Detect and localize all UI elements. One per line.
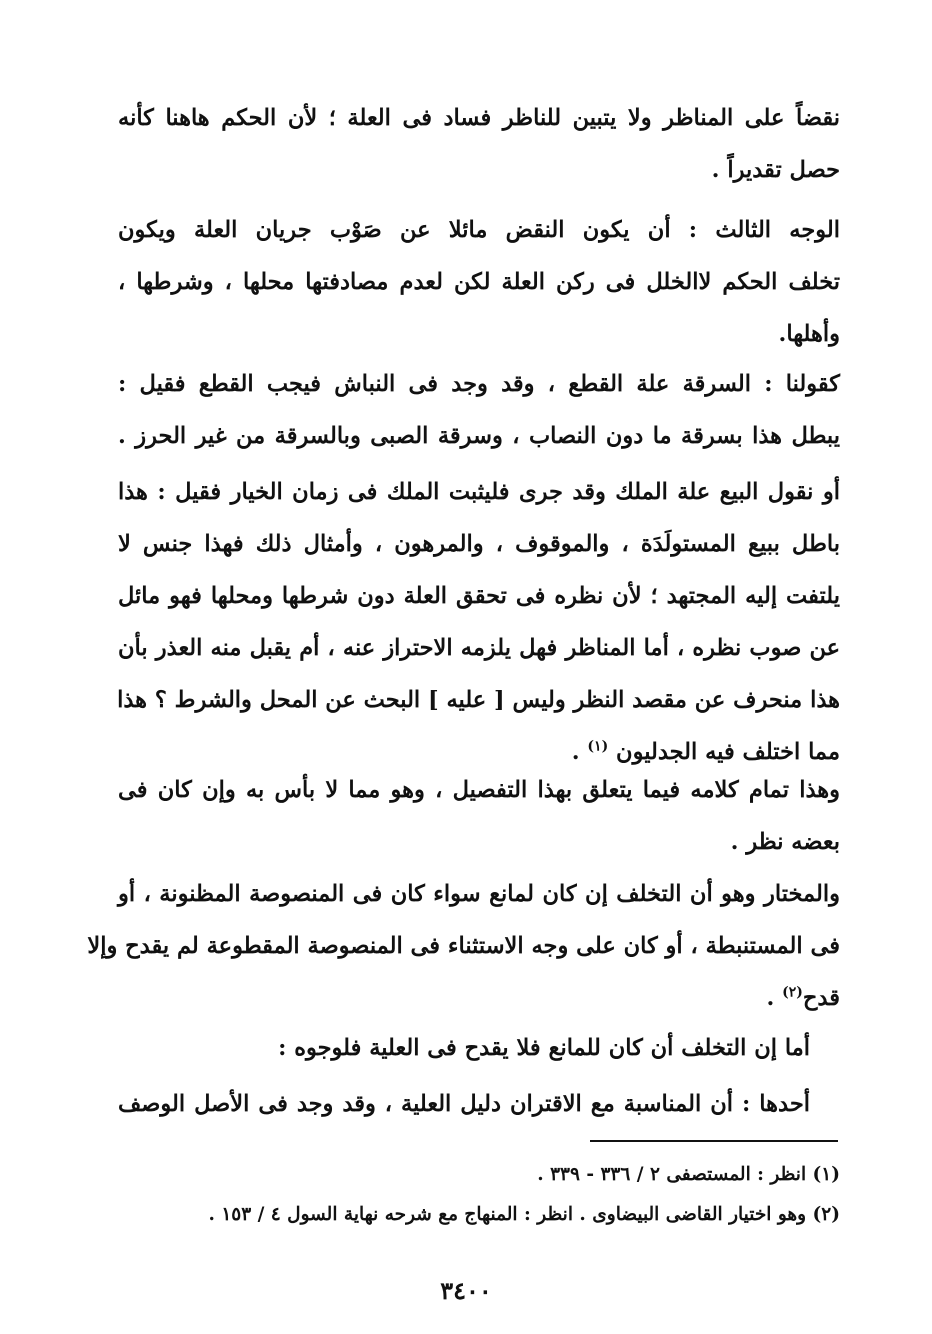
text-fragment: قدح xyxy=(802,985,840,1011)
text-line: تخلف الحكم لاالخلل فى ركن العلة لكن لعدم مصادفتها محلها ، وشرطها ، xyxy=(118,269,840,295)
text-line: وأهلها. xyxy=(778,321,840,347)
text-line: والمختار وهو أن التخلف إن كان لمانع سواء كان فى المنصوصة المظنونة ، أو xyxy=(118,881,840,907)
text-line: أحدها : أن المناسبة مع الاقتران دليل العلية ، وقد وجد فى الأصل الوصف xyxy=(118,1091,810,1117)
footnote-1: (١) انظر : المستصفى ٢ / ٣٣٦ - ٣٣٩ . xyxy=(537,1164,840,1185)
text-line: كقولنا : السرقة علة القطع ، وقد وجد فى النباش فيجب القطع فقيل : xyxy=(118,371,840,397)
text-line: نقضاً على المناظر ولا يتبين للناظر فساد فى العلة ؛ لأن الحكم هاهنا كأنه xyxy=(118,105,840,131)
footnote-separator xyxy=(590,1140,838,1142)
paragraph-5 xyxy=(118,764,840,868)
period: . xyxy=(571,739,588,765)
text-line: أما إن التخلف أن كان للمانع فلا يقدح فى العلية فلوجوه : xyxy=(278,1035,810,1061)
page-number: ٣٤٠٠ xyxy=(440,1276,492,1305)
paragraph-6 xyxy=(87,868,840,1024)
paragraph-3 xyxy=(118,358,840,462)
paragraph-8 xyxy=(118,1078,840,1130)
text-line: حصل تقديراً . xyxy=(711,157,840,183)
text-line xyxy=(118,972,840,1024)
footnotes xyxy=(118,1155,840,1235)
text-line: بعضه نظر . xyxy=(730,829,840,855)
text-line: يلتفت إليه المجتهد ؛ لأن نظره فى تحقق العلة دون شرطها ومحلها فهو مائل xyxy=(118,583,840,609)
paragraph-4 xyxy=(118,466,840,778)
text-line: فى المستنبطة ، أو كان على وجه الاستثناء فى المنصوصة المقطوعة لم يقدح وإلا xyxy=(87,933,840,959)
period: . xyxy=(766,985,783,1011)
text-line: باطل ببيع المستولَدَة ، والموقوف ، والمرهون ، وأمثال ذلك فهذا جنس لا xyxy=(118,531,840,557)
footnote-2: (٢) وهو اختيار القاضى البيضاوى . انظر : المنهاج مع شرحه نهاية السول ٤ / ١٥٣ . xyxy=(208,1204,840,1225)
text-line: هذا منحرف عن مقصد النظر وليس [ عليه ] البحث عن المحل والشرط ؟ هذا xyxy=(117,687,840,713)
paragraph-1 xyxy=(118,92,840,196)
footnote-ref: (٢) xyxy=(782,984,803,1001)
paragraph-2 xyxy=(118,204,840,360)
text-line: عن صوب نظره ، أما المناظر فهل يلزمه الاحتراز عنه ، أم يقبل منه العذر بأن xyxy=(118,635,840,661)
text-line: الوجه الثالث : أن يكون النقض مائلا عن صَوْب جريان العلة ويكون xyxy=(118,217,840,243)
text-line: أو نقول البيع علة الملك وقد جرى فليثبت الملك فى زمان الخيار فقيل : هذا xyxy=(118,479,840,505)
footnote-ref: (١) xyxy=(587,738,609,755)
text-line: وهذا تمام كلامه فيما يتعلق بهذا التفصيل ، وهو مما لا بأس به وإن كان فى xyxy=(118,777,840,803)
paragraph-7 xyxy=(118,1022,840,1074)
text-line: يبطل هذا بسرقة ما دون النصاب ، وسرقة الصبى وبالسرقة من غير الحرز . xyxy=(118,423,840,449)
text-fragment: مما اختلف فيه الجدليون xyxy=(616,739,840,765)
